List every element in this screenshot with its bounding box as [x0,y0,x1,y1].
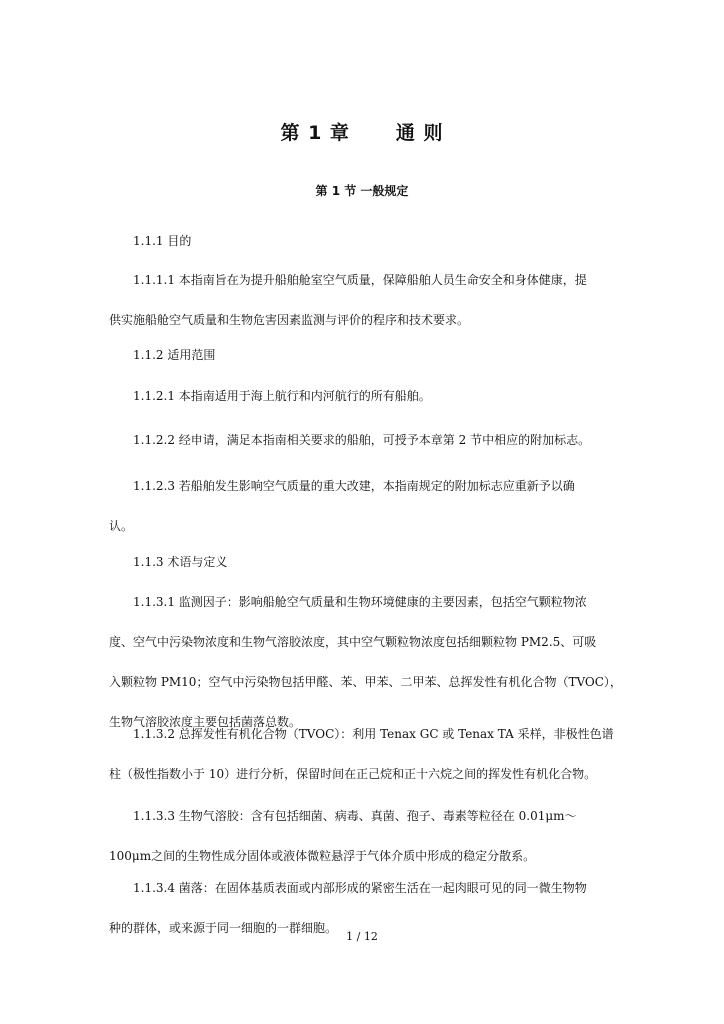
chapter-heading [0,118,724,145]
para-1-1-2-2 [109,420,616,460]
para-1-1-3-2 [109,714,616,794]
heading-1-1-1: 1.1.1 目的 [133,234,192,248]
heading-1-1-3: 1.1.3 术语与定义 [133,555,228,569]
para-line: 供实施船舱空气质量和生物危害因素监测与评价的程序和技术要求。 [109,313,470,327]
para-line: 1.1.2.1 本指南适用于海上航行和内河航行的所有船舶。 [133,389,431,403]
section-heading: 第 1 节 一般规定 [315,184,409,198]
para-1-1-2-1 [109,376,616,416]
para-line: 1.1.2.2 经申请，满足本指南相关要求的船舶，可授予本章第 2 节中相应的附加标志。 [133,433,591,447]
para-line: 1.1.3.2 总挥发性有机化合物（TVOC）：利用 Tenax GC 或 Tenax TA 采样，非极性色谱 [133,727,614,741]
para-line: 1.1.3.1 监测因子：影响船舱空气质量和生物环境健康的主要因素，包括空气颗粒物浓 [133,595,587,609]
para-line: 1.1.2.3 若船舶发生影响空气质量的重大改建，本指南规定的附加标志应重新予以确 [133,479,575,493]
para-line: 1.1.3.3 生物气溶胶：含有包括细菌、病毒、真菌、孢子、毒素等粒径在 0.01μm～ [133,809,577,823]
para-line: 种的群体，或来源于同一细胞的一群细胞。 [109,921,338,935]
para-1-1-3-3 [109,796,616,876]
para-line: 度、空气中污染物浓度和生物气溶胶浓度，其中空气颗粒物浓度包括细颗粒物 PM2.5、可吸 [109,635,597,649]
page-number: 1 / 12 [346,930,378,943]
para-1-1-1-1 [109,260,616,340]
para-line: 认。 [109,519,134,533]
para-line: 生物气溶胶浓度主要包括菌落总数。 [109,715,302,729]
heading-1-1-2: 1.1.2 适用范围 [133,348,216,362]
para-line: 1.1.1.1 本指南旨在为提升船舶舱室空气质量，保障船舶人员生命安全和身体健康，提 [133,273,587,287]
para-line: 1.1.3.4 菌落：在固体基质表面或内部形成的紧密生活在一起肉眼可见的同一微生物物 [133,881,587,895]
para-line: 100μm之间的生物性成分固体或液体微粒悬浮于气体介质中形成的稳定分散系。 [109,849,536,863]
para-line: 入颗粒物 PM10；空气中污染物包括甲醛、苯、甲苯、二甲苯、总挥发性有机化合物（TVOC）， [109,675,622,689]
para-1-1-2-3 [109,466,616,546]
chapter-number: 第 1 章 [280,122,350,144]
chapter-title: 通 则 [395,122,444,144]
para-line: 柱（极性指数小于 10）进行分析，保留时间在正己烷和正十六烷之间的挥发性有机化合物。 [109,767,597,781]
